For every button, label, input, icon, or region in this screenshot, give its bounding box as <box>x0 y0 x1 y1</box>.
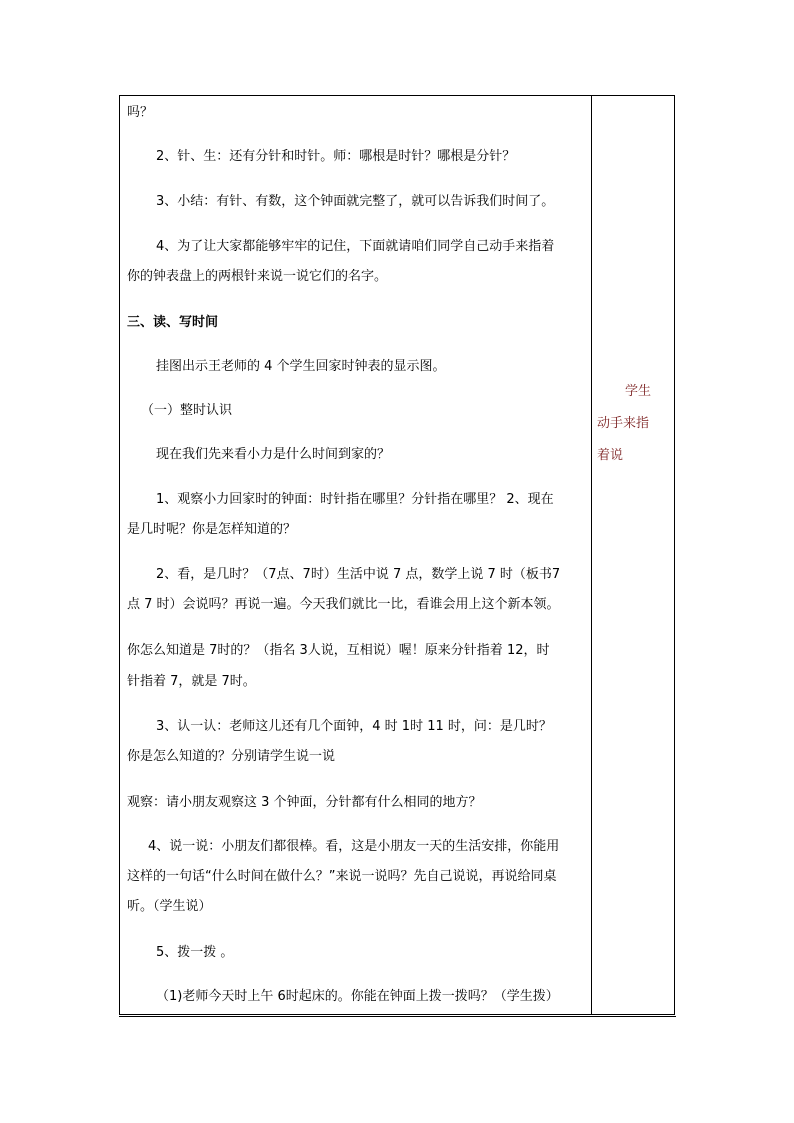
note-line: 动手来指 <box>597 416 650 431</box>
text-line: 现在我们先来看小力是什么时间到家的？ <box>156 447 391 462</box>
note-line: 学生 <box>625 384 652 399</box>
text-line: 这样的一句话“什么时间在做什么？”来说一说吗？先自己说说，再说给同桌 <box>127 869 557 884</box>
text-line: 3、小结：有针、有数，这个钟面就完整了，就可以告诉我们时间了。 <box>156 194 555 209</box>
subsection-heading: （一）整时认识 <box>141 403 233 418</box>
text-line: 5、拨一拨 。 <box>156 945 234 960</box>
text-line: 挂图出示王老师的 4 个学生回家时钟表的显示图。 <box>156 359 446 374</box>
text-line: 是几时呢？你是怎样知道的？ <box>127 522 297 537</box>
text-line: 观察：请小朋友观察这 3 个钟面，分针都有什么相同的地方？ <box>127 795 482 810</box>
text-line: 吗？ <box>127 105 154 120</box>
text-line: 3、认一认：老师这儿还有几个面钟，4 时 1时 11 时，问：是几时？ <box>156 719 552 734</box>
table-bottom-rule <box>119 1016 676 1017</box>
text-line: 2、针、生：还有分针和时针。师：哪根是时针？哪根是分针？ <box>156 149 516 164</box>
text-line: 听。（学生说） <box>127 899 212 914</box>
section-heading: 三、读、写时间 <box>127 315 219 330</box>
text-line: 1、观察小力回家时的钟面：时针指在哪里？分针指在哪里？ 2、现在 <box>156 492 554 507</box>
lesson-table <box>119 95 675 1015</box>
text-line: 2、看，是几时？（7点、7时）生活中说 7 点，数学上说 7 时（板书7 <box>156 567 561 582</box>
text-line: 你怎么知道是 7时的？（指名 3人说，互相说）喔！原来分针指着 12，时 <box>127 643 550 658</box>
text-line: 你是怎么知道的？分别请学生说一说 <box>127 749 336 764</box>
text-line: 点 7 时）会说吗？再说一遍。今天我们就比一比，看谁会用上这个新本领。 <box>127 597 560 612</box>
note-line: 着说 <box>597 448 624 463</box>
text-line: 针指着 7，就是 7时。 <box>127 674 256 689</box>
text-line: （1)老师今天时上午 6时起床的。你能在钟面上拨一拨吗？（学生拨） <box>156 989 559 1004</box>
text-line: 你的钟表盘上的两根针来说一说它们的名字。 <box>127 269 388 284</box>
text-line: 4、说一说：小朋友们都很棒。看，这是小朋友一天的生活安排，你能用 <box>148 839 560 854</box>
text-line: 4、为了让大家都能够牢牢的记住，下面就请咱们同学自己动手来指着 <box>156 239 555 254</box>
